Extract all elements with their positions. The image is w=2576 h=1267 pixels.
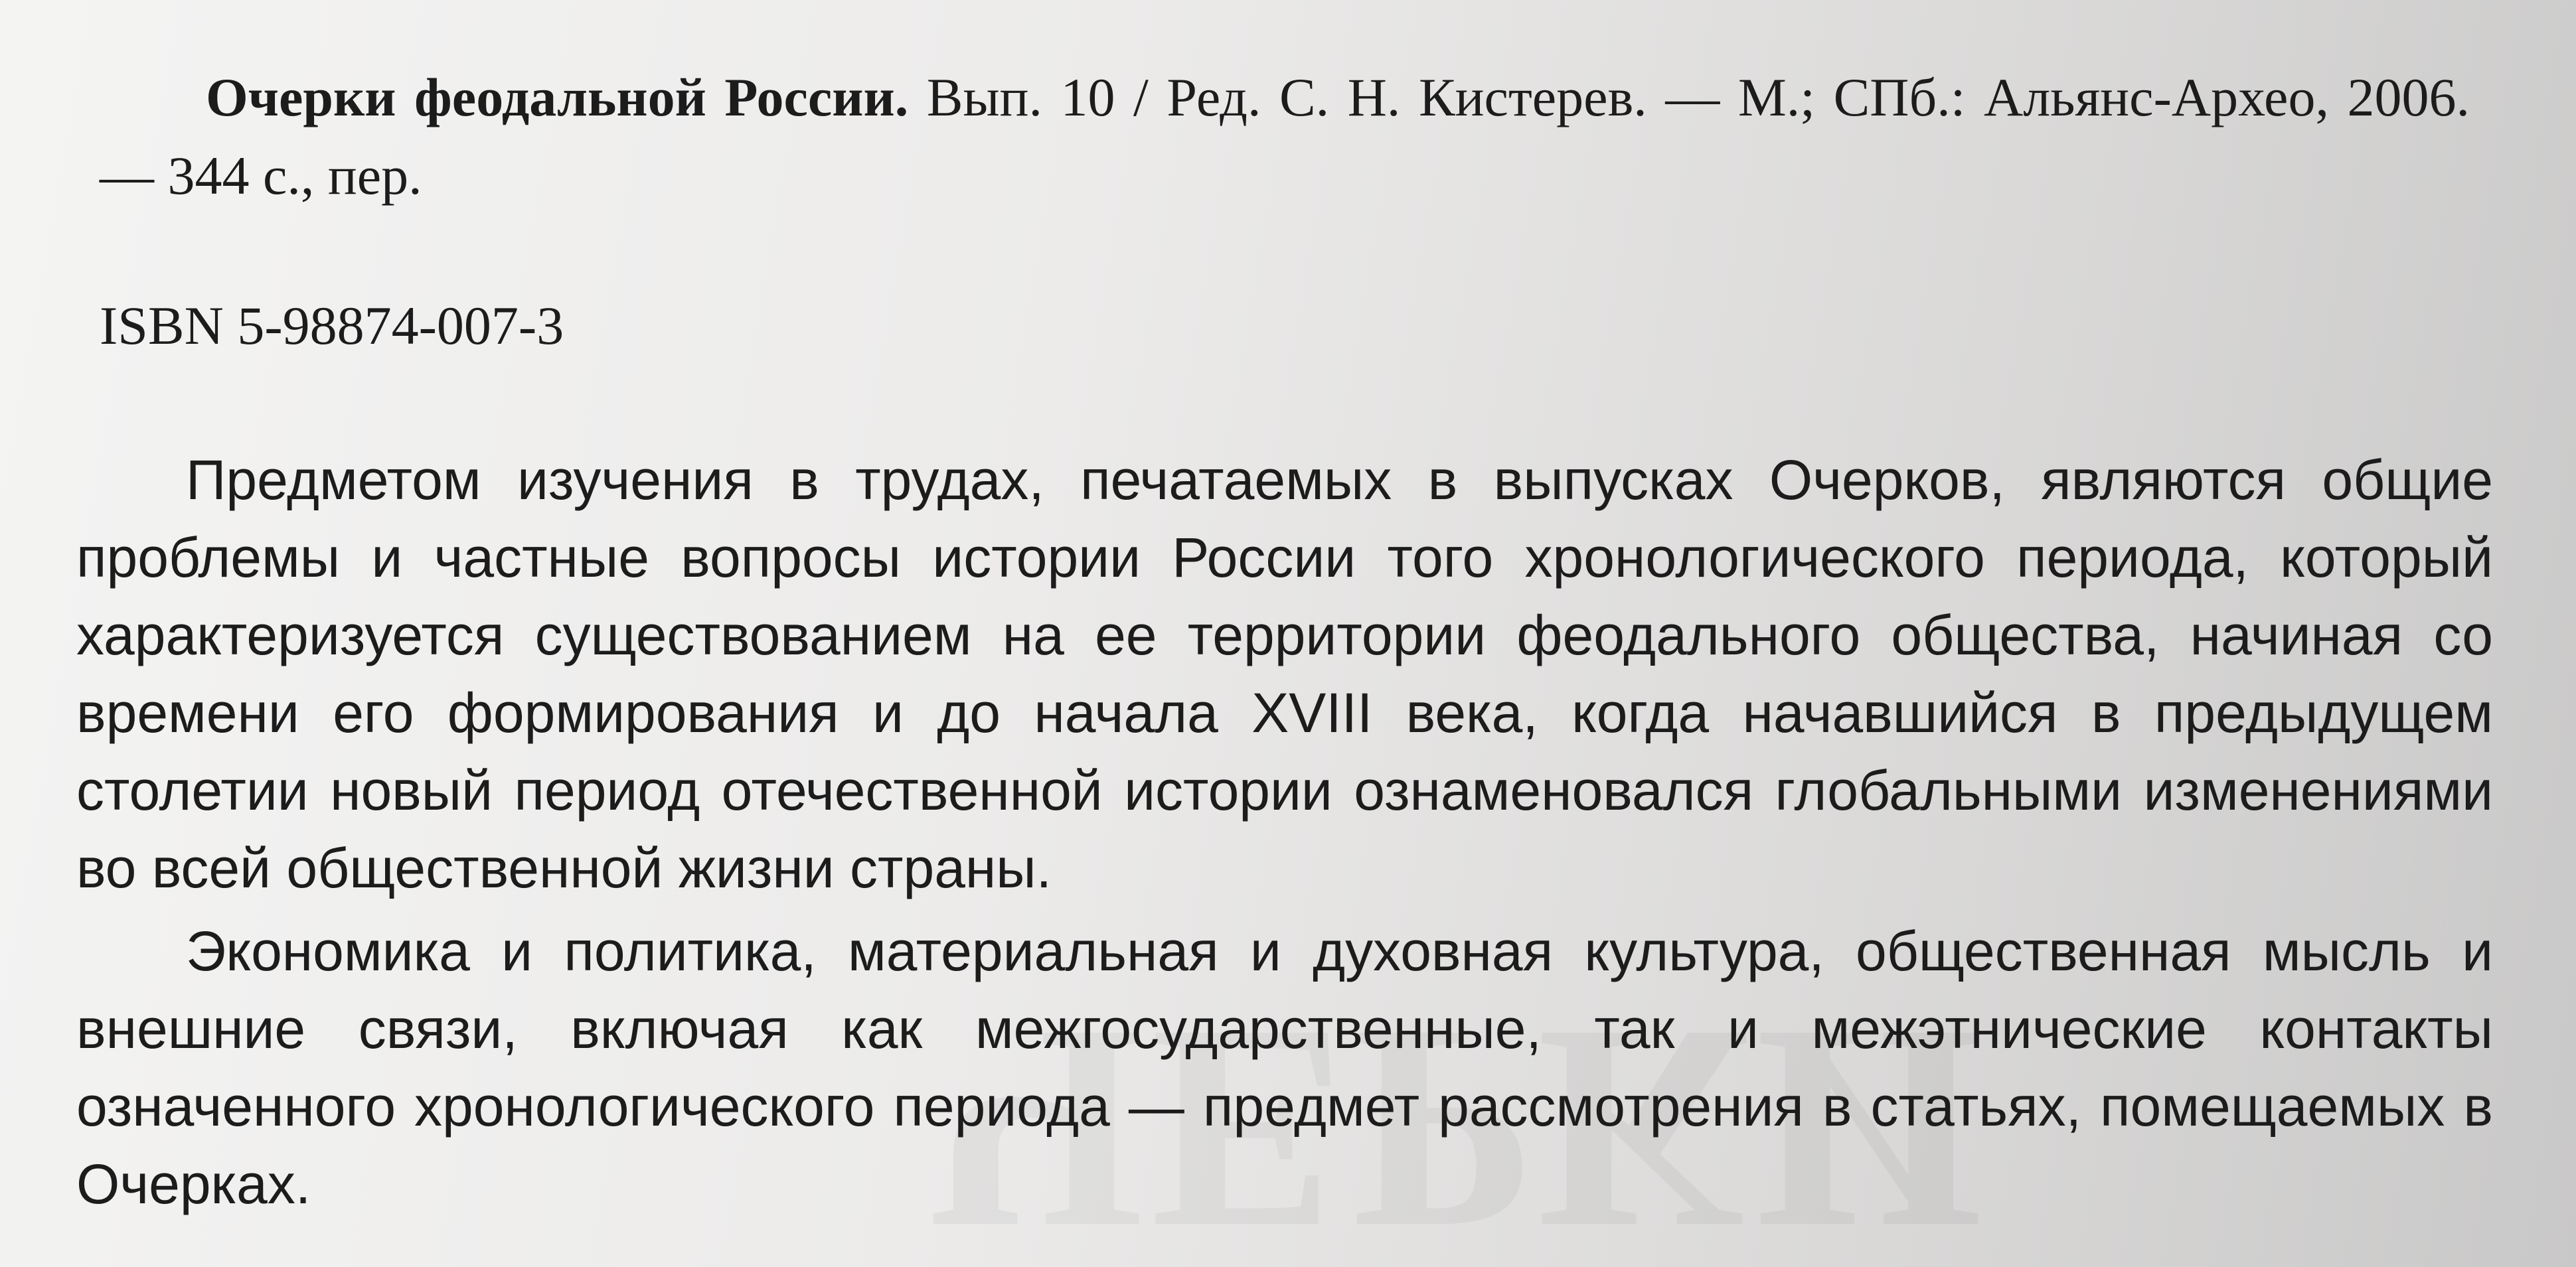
abstract (76, 441, 2493, 1229)
bibliographic-details: Вып. 10 / Ред. С. Н. Кистерев. — М.; СПб.: Альянс-Архео, 2006. — 344 с., пер. (100, 67, 2470, 206)
book-title: Очерки феодальной России. (206, 67, 909, 127)
isbn-line: ISBN 5-98874-007-3 (100, 295, 564, 356)
abstract-paragraph-2: Экономика и политика, материальная и духовная культура, общественная мысль и внешние связи, включая как межгосударственные, так и межэтнические контакты означенного хронологического периода — предмет рассмотрения в статьях, помещаемых в Очерках. (76, 920, 2493, 1215)
abstract-paragraph-1: Предметом изучения в трудах, печатаемых в выпусках Очерков, являются общие проблемы и частные вопросы истории России того хронологического периода, который характеризуется существованием на ее территории феодального общества, начиная со времени его формирования и до начала XVIII века, когда начавшийся в предыдущем столетии новый период отечественной истории ознаменовался глобальными изменениями во всей общественной жизни страны. (76, 449, 2493, 899)
bibliographic-record (100, 58, 2470, 215)
